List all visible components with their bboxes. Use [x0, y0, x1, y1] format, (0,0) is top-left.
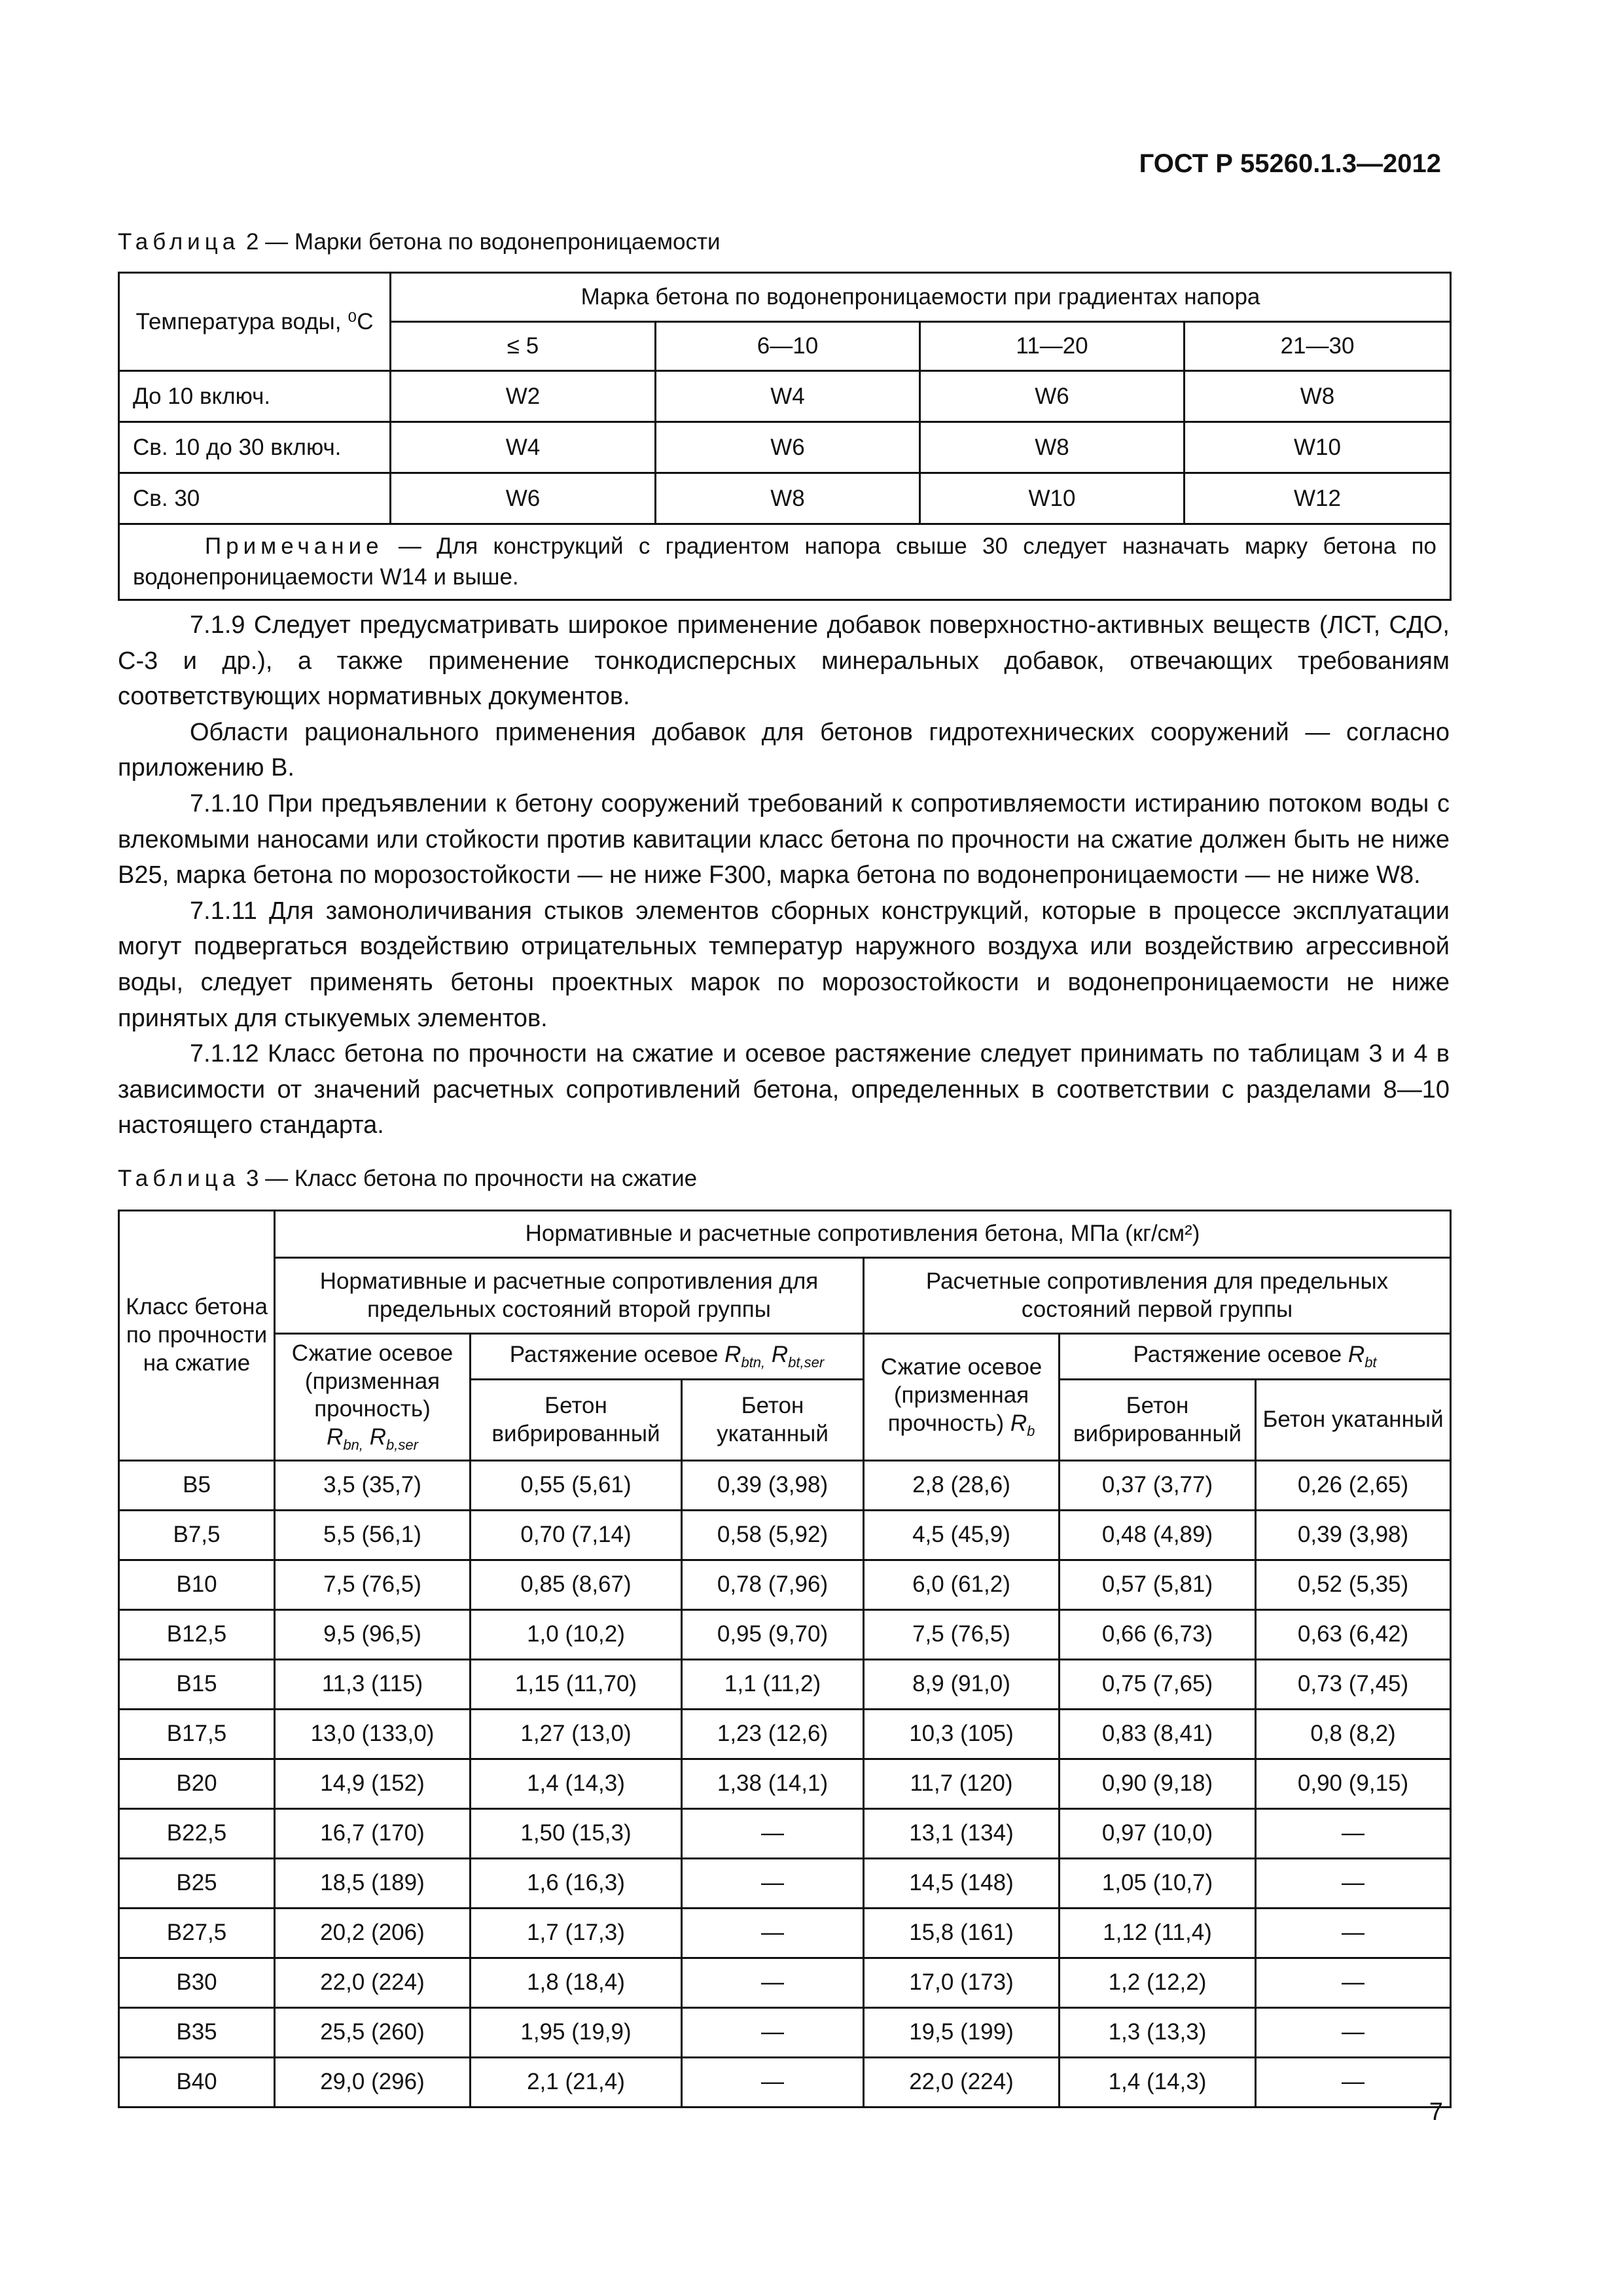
- table2-value-cell: W4: [656, 371, 920, 422]
- table2-value-cell: W10: [920, 473, 1185, 524]
- table-row: [119, 1809, 1451, 1859]
- table3-value-cell: 7,5 (76,5): [275, 1560, 471, 1610]
- table3-value-cell: 0,39 (3,98): [682, 1461, 864, 1511]
- table3-value-cell: 16,7 (170): [275, 1809, 471, 1859]
- table3-value-cell: 13,0 (133,0): [275, 1710, 471, 1759]
- table3-comp-axial-1: Сжатие осевое (призменная прочность) $R_b$: [864, 1334, 1060, 1461]
- table3-class-cell: В30: [119, 1958, 275, 2008]
- table3-value-cell: 6,0 (61,2): [864, 1560, 1060, 1610]
- table3-class-cell: В20: [119, 1759, 275, 1809]
- table3-value-cell: —: [682, 1958, 864, 2008]
- table3-value-cell: 4,5 (45,9): [864, 1511, 1060, 1560]
- table3-value-cell: 2,1 (21,4): [471, 2058, 682, 2108]
- table3-value-cell: 17,0 (173): [864, 1958, 1060, 2008]
- table2-value-cell: W2: [391, 371, 656, 422]
- standard-designation: ГОСТ Р 55260.1.3—2012: [1139, 149, 1441, 178]
- table-row: [119, 422, 1451, 473]
- table3-value-cell: 14,9 (152): [275, 1759, 471, 1809]
- table3-group2-header: Нормативные и расчетные сопротивления для предельных состояний второй группы: [275, 1258, 864, 1334]
- table-row: [119, 1511, 1451, 1560]
- table3-value-cell: —: [1256, 2008, 1451, 2058]
- table3-tension-2: Растяжение осевое $R_{btn,}$ $R_{bt,ser}$: [471, 1334, 864, 1380]
- table-row: [119, 1909, 1451, 1958]
- table3-value-cell: 0,55 (5,61): [471, 1461, 682, 1511]
- table3-value-cell: 10,3 (105): [864, 1710, 1060, 1759]
- paragraph: 7.1.10 При предъявлении к бетону сооружений требований к сопротивляемости истиранию потоком воды с влекомыми наносами или стойкости против кавитации класс бетона по прочности на сжатие должен быть не ниже В25, марка бетона по морозостойкости — не ниже F300, марка бетона по водонепроницаемости — не ниже W8.: [118, 789, 1450, 889]
- table3-value-cell: 1,23 (12,6): [682, 1710, 864, 1759]
- table3-value-cell: 0,66 (6,73): [1060, 1610, 1256, 1660]
- table3-value-cell: 0,85 (8,67): [471, 1560, 682, 1610]
- table3-group1-header: Расчетные сопротивления для предельных состояний первой группы: [864, 1258, 1451, 1334]
- table3-class-cell: В40: [119, 2058, 275, 2108]
- table2-value-cell: W10: [1185, 422, 1451, 473]
- table3-value-cell: 0,63 (6,42): [1256, 1610, 1451, 1660]
- page-number: 7: [1429, 2098, 1443, 2126]
- table-row: [119, 371, 1451, 422]
- table3-value-cell: —: [1256, 1909, 1451, 1958]
- table2-gradient-header: 6—10: [656, 322, 920, 371]
- table3-value-cell: 1,6 (16,3): [471, 1859, 682, 1909]
- table3-value-cell: 15,8 (161): [864, 1909, 1060, 1958]
- table2-temp-cell: Св. 10 до 30 включ.: [119, 422, 391, 473]
- table3-top-header: Нормативные и расчетные сопротивления бетона, МПа (кг/см²): [275, 1211, 1451, 1258]
- table2-value-cell: W6: [391, 473, 656, 524]
- table3-value-cell: 1,38 (14,1): [682, 1759, 864, 1809]
- table-row: [119, 1710, 1451, 1759]
- table3-value-cell: 1,95 (19,9): [471, 2008, 682, 2058]
- paragraph: Области рационального применения добавок для бетонов гидротехнических сооружений — согласно приложению В.: [118, 718, 1450, 782]
- table2-value-cell: W8: [656, 473, 920, 524]
- table3-rolled-header: Бетон укатанный: [1256, 1380, 1451, 1461]
- table3-class-cell: В10: [119, 1560, 275, 1610]
- table3-value-cell: —: [682, 2058, 864, 2108]
- table3-value-cell: 22,0 (224): [275, 1958, 471, 2008]
- table3-value-cell: 0,58 (5,92): [682, 1511, 864, 1560]
- table3-value-cell: 1,05 (10,7): [1060, 1859, 1256, 1909]
- table3-value-cell: 0,57 (5,81): [1060, 1560, 1256, 1610]
- table3-value-cell: 1,8 (18,4): [471, 1958, 682, 2008]
- table2-value-cell: W4: [391, 422, 656, 473]
- table3-value-cell: 0,37 (3,77): [1060, 1461, 1256, 1511]
- table-row: [119, 2058, 1451, 2108]
- table3-value-cell: 7,5 (76,5): [864, 1610, 1060, 1660]
- table3-value-cell: 5,5 (56,1): [275, 1511, 471, 1560]
- table3-class-cell: В15: [119, 1660, 275, 1710]
- table3-value-cell: 9,5 (96,5): [275, 1610, 471, 1660]
- table3-concrete-class: [118, 1210, 1452, 2108]
- table3-value-cell: 1,50 (15,3): [471, 1809, 682, 1859]
- paragraph: 7.1.9 Следует предусматривать широкое применение добавок поверхностно-активных веществ (ЛСТ, СДО, С-3 и др.), а также применение тонкодисперсных минеральных добавок, отвечающих требованиям соответствующих нормативных документов.: [118, 611, 1450, 711]
- table-row: [119, 2008, 1451, 2058]
- table2-note: [119, 524, 1451, 600]
- table2-value-cell: W12: [1185, 473, 1451, 524]
- table3-value-cell: 1,4 (14,3): [1060, 2058, 1256, 2108]
- table-row: [119, 1461, 1451, 1511]
- table3-value-cell: —: [682, 2008, 864, 2058]
- table3-value-cell: 19,5 (199): [864, 2008, 1060, 2058]
- table-row: [119, 1610, 1451, 1660]
- table2-gradient-header: 21—30: [1185, 322, 1451, 371]
- table2-group-header: Марка бетона по водонепроницаемости при градиентах напора: [391, 273, 1451, 322]
- table3-class-cell: В17,5: [119, 1710, 275, 1759]
- table3-value-cell: 0,8 (8,2): [1256, 1710, 1451, 1759]
- table3-value-cell: 3,5 (35,7): [275, 1461, 471, 1511]
- table3-value-cell: 2,8 (28,6): [864, 1461, 1060, 1511]
- table2-temp-cell: Св. 30: [119, 473, 391, 524]
- table-row: [119, 1759, 1451, 1809]
- table3-value-cell: 0,78 (7,96): [682, 1560, 864, 1610]
- table-row: [119, 1560, 1451, 1610]
- table-row: [119, 1859, 1451, 1909]
- paragraph: 7.1.11 Для замоноличивания стыков элементов сборных конструкций, которые в процессе эксплуатации могут подвергаться воздействию отрицательных температур наружного воздуха или воздействию агрессивной воды, следует применять бетоны проектных марок по морозостойкости и водонепроницаемости не ниже принятых для стыкуемых элементов.: [118, 897, 1450, 1032]
- table3-value-cell: —: [1256, 1859, 1451, 1909]
- table2-temp-header: Температура воды, ⁰С: [119, 273, 391, 371]
- table3-value-cell: 1,4 (14,3): [471, 1759, 682, 1809]
- table3-value-cell: —: [1256, 1809, 1451, 1859]
- table3-value-cell: 20,2 (206): [275, 1909, 471, 1958]
- table3-value-cell: 1,2 (12,2): [1060, 1958, 1256, 2008]
- table2-value-cell: W6: [920, 371, 1185, 422]
- table-row: [119, 1660, 1451, 1710]
- table2-gradient-header: ≤ 5: [391, 322, 656, 371]
- note-label: Примечание: [205, 533, 383, 559]
- paragraph: 7.1.12 Класс бетона по прочности на сжатие и осевое растяжение следует принимать по таблицам 3 и 4 в зависимости от значений расчетных сопротивлений бетона, определенных в соответствии с разделами 8—10 настоящего стандарта.: [118, 1040, 1450, 1139]
- table3-tension-1: Растяжение осевое $R_{bt}$: [1060, 1334, 1451, 1380]
- body-text: [118, 607, 1450, 1143]
- table3-value-cell: 25,5 (260): [275, 2008, 471, 2058]
- table3-value-cell: —: [682, 1859, 864, 1909]
- table3-comp-axial-2: Сжатие осевое (призменная прочность) $R_{bn,}$ $R_{b,ser}$: [275, 1334, 471, 1461]
- table3-vibrated-header: Бетон вибрированный: [1060, 1380, 1256, 1461]
- table3-class-cell: В27,5: [119, 1909, 275, 1958]
- table3-value-cell: 14,5 (148): [864, 1859, 1060, 1909]
- table3-value-cell: 1,3 (13,3): [1060, 2008, 1256, 2058]
- table3-class-header: Класс бетона по прочности на сжатие: [119, 1211, 275, 1461]
- table3-value-cell: 1,12 (11,4): [1060, 1909, 1256, 1958]
- table3-value-cell: —: [682, 1809, 864, 1859]
- table3-value-cell: —: [682, 1909, 864, 1958]
- table3-value-cell: 11,3 (115): [275, 1660, 471, 1710]
- table3-value-cell: 0,90 (9,18): [1060, 1759, 1256, 1809]
- table3-value-cell: 0,95 (9,70): [682, 1610, 864, 1660]
- table2-value-cell: W8: [1185, 371, 1451, 422]
- table3-value-cell: 0,73 (7,45): [1256, 1660, 1451, 1710]
- table3-value-cell: 1,1 (11,2): [682, 1660, 864, 1710]
- table3-value-cell: 29,0 (296): [275, 2058, 471, 2108]
- table2-water-resistance: [118, 272, 1452, 601]
- table2-caption: Таблица 2 — Марки бетона по водонепроницаемости: [118, 229, 721, 255]
- table3-value-cell: —: [1256, 2058, 1451, 2108]
- table3-value-cell: 0,39 (3,98): [1256, 1511, 1451, 1560]
- table-row: [119, 473, 1451, 524]
- table3-value-cell: 11,7 (120): [864, 1759, 1060, 1809]
- table2-value-cell: W6: [656, 422, 920, 473]
- table2-value-cell: W8: [920, 422, 1185, 473]
- table3-value-cell: 1,27 (13,0): [471, 1710, 682, 1759]
- table3-class-cell: В7,5: [119, 1511, 275, 1560]
- table3-value-cell: 13,1 (134): [864, 1809, 1060, 1859]
- table3-class-cell: В12,5: [119, 1610, 275, 1660]
- table3-rolled-header: Бетон укатанный: [682, 1380, 864, 1461]
- table3-value-cell: 0,70 (7,14): [471, 1511, 682, 1560]
- table3-caption: Таблица 3 — Класс бетона по прочности на сжатие: [118, 1166, 698, 1191]
- table3-value-cell: 0,90 (9,15): [1256, 1759, 1451, 1809]
- table3-value-cell: 22,0 (224): [864, 2058, 1060, 2108]
- table3-value-cell: 1,7 (17,3): [471, 1909, 682, 1958]
- table3-value-cell: 8,9 (91,0): [864, 1660, 1060, 1710]
- table-row: [119, 1958, 1451, 2008]
- table2-gradient-header: 11—20: [920, 322, 1185, 371]
- table3-value-cell: 0,26 (2,65): [1256, 1461, 1451, 1511]
- table3-value-cell: 0,52 (5,35): [1256, 1560, 1451, 1610]
- table3-value-cell: 0,75 (7,65): [1060, 1660, 1256, 1710]
- table3-class-cell: В22,5: [119, 1809, 275, 1859]
- table3-vibrated-header: Бетон вибрированный: [471, 1380, 682, 1461]
- table3-class-cell: В5: [119, 1461, 275, 1511]
- table3-value-cell: 0,48 (4,89): [1060, 1511, 1256, 1560]
- note-text: — Для конструкций с градиентом напора свыше 30 следует назначать марку бетона по водонепроницаемости W14 и выше.: [133, 533, 1436, 590]
- table3-value-cell: 1,0 (10,2): [471, 1610, 682, 1660]
- table3-value-cell: 18,5 (189): [275, 1859, 471, 1909]
- table3-value-cell: 0,83 (8,41): [1060, 1710, 1256, 1759]
- table2-temp-cell: До 10 включ.: [119, 371, 391, 422]
- table3-value-cell: 1,15 (11,70): [471, 1660, 682, 1710]
- table3-class-cell: В35: [119, 2008, 275, 2058]
- table3-class-cell: В25: [119, 1859, 275, 1909]
- table3-value-cell: —: [1256, 1958, 1451, 2008]
- table3-value-cell: 0,97 (10,0): [1060, 1809, 1256, 1859]
